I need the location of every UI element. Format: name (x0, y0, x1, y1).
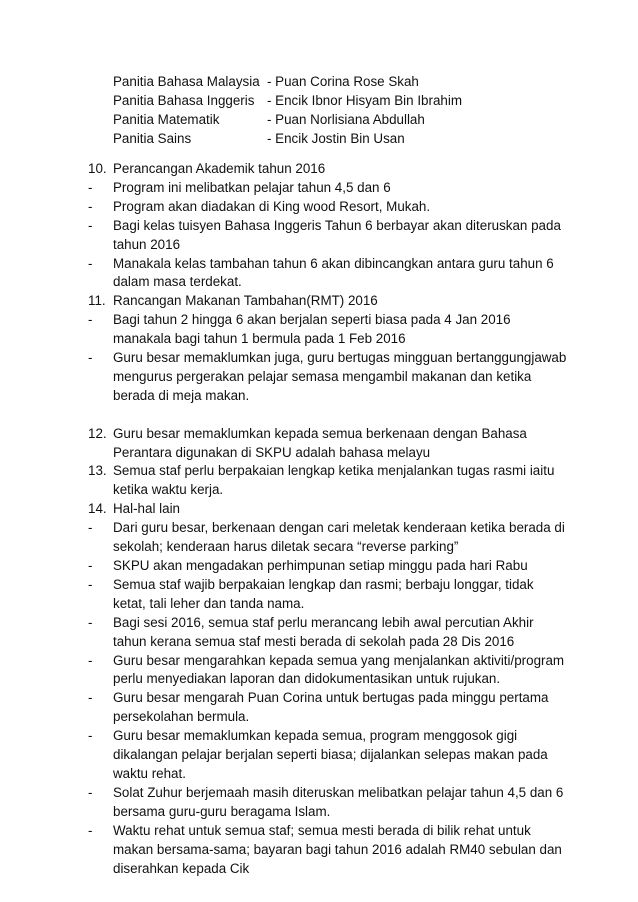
section-number: 14. (88, 501, 107, 517)
list-item (88, 822, 568, 879)
panel-person: - Puan Norlisiana Abdullah (267, 111, 425, 127)
panel-name: Panitia Sains (113, 130, 192, 146)
dash-marker: - (88, 312, 93, 328)
section-title: Semua staf perlu berpakaian lengkap ketika menjalankan tugas rasmi iaitu ketika waktu kerja. (113, 463, 555, 498)
list-item (88, 689, 568, 727)
spacer (88, 406, 568, 425)
list-item (88, 349, 568, 406)
committee-list (113, 73, 462, 149)
list-item (88, 217, 568, 255)
panel-person: - Encik Jostin Bin Usan (267, 130, 405, 146)
section-number: 12. (88, 425, 107, 441)
panel-name: Panitia Bahasa Malaysia (113, 74, 260, 89)
item-text: Manakala kelas tambahan tahun 6 akan dibincangkan antara guru tahun 6 dalam masa terdekat. (113, 255, 554, 290)
panel-person: - Encik Ibnor Hisyam Bin Ibrahim (267, 92, 462, 108)
panel-name: Panitia Bahasa Inggeris (113, 92, 255, 108)
item-text: Guru besar mengarah Puan Corina untuk bertugas pada minggu pertama persekolahan bermula. (113, 690, 549, 725)
section-heading (88, 292, 568, 311)
committee-row (113, 130, 462, 149)
dash-marker: - (88, 179, 93, 195)
dash-marker: - (88, 520, 93, 536)
committee-row (113, 111, 462, 130)
item-text: Program akan diadakan di King wood Resort, Mukah. (113, 198, 431, 214)
list-item (88, 576, 568, 614)
panel-person: - Puan Corina Rose Skah (267, 74, 419, 89)
section-title: Hal-hal lain (113, 501, 180, 517)
dash-marker: - (88, 690, 93, 706)
item-text: Bagi tahun 2 hingga 6 akan berjalan seperti biasa pada 4 Jan 2016 manakala bagi tahun 1 bermula pada 1 Feb 2016 (113, 312, 511, 347)
section-heading (88, 160, 568, 179)
item-text: Guru besar memaklumkan juga, guru bertugas mingguan bertanggungjawab mengurus pergerakan pelajar semasa mengambil makanan dan ketika berada di meja makan. (113, 350, 567, 403)
dash-marker: - (88, 822, 93, 838)
section-title: Guru besar memaklumkan kepada semua berkenaan dengan Bahasa Perantara digunakan di SKPU adalah bahasa melayu (113, 425, 527, 460)
list-item (88, 198, 568, 217)
list-item (88, 652, 568, 690)
dash-marker: - (88, 576, 93, 592)
dash-marker: - (88, 784, 93, 800)
section-title: Perancangan Akademik tahun 2016 (113, 161, 326, 176)
committee-row (113, 92, 462, 111)
dash-marker: - (88, 614, 93, 630)
list-item (88, 557, 568, 576)
list-item (88, 727, 568, 784)
list-item (88, 255, 568, 293)
list-item (88, 519, 568, 557)
section-number: 13. (88, 463, 107, 479)
item-text: Bagi sesi 2016, semua staf perlu merancang lebih awal percutian Akhir tahun kerana semua staf mesti berada di sekolah pada 28 Dis 2016 (113, 614, 534, 649)
list-item (88, 784, 568, 822)
minutes-body (88, 160, 568, 878)
item-text: Semua staf wajib berpakaian lengkap dan rasmi; berbaju longgar, tidak ketat, tali leher dan tanda nama. (113, 576, 534, 611)
dash-marker: - (88, 198, 93, 214)
item-text: Guru besar memaklumkan kepada semua, program menggosok gigi dikalangan pelajar berjalan seperti biasa; dijalankan selepas makan pada waktu rehat. (113, 728, 548, 781)
dash-marker: - (88, 558, 93, 574)
list-item (88, 311, 568, 349)
dash-marker: - (88, 255, 93, 271)
dash-marker: - (88, 350, 93, 366)
list-item (88, 179, 568, 198)
list-item (88, 614, 568, 652)
section-title: Rancangan Makanan Tambahan(RMT) 2016 (113, 293, 378, 309)
section-heading (88, 425, 568, 463)
dash-marker: - (88, 728, 93, 744)
item-text: Dari guru besar, berkenaan dengan cari meletak kenderaan ketika berada di sekolah; kenderaan harus diletak secara “reverse parking” (113, 520, 565, 555)
item-text: Program ini melibatkan pelajar tahun 4,5 dan 6 (113, 179, 391, 195)
item-text: Guru besar mengarahkan kepada semua yang menjalankan aktiviti/program perlu menyediakan laporan dan didokumentasikan untuk rujukan. (113, 652, 565, 687)
item-text: Bagi kelas tuisyen Bahasa Inggeris Tahun 6 berbayar akan diteruskan pada tahun 2016 (113, 217, 561, 252)
section-heading (88, 462, 568, 500)
item-text: SKPU akan mengadakan perhimpunan setiap minggu pada hari Rabu (113, 558, 528, 574)
section-heading (88, 500, 568, 519)
dash-marker: - (88, 217, 93, 233)
section-number: 10. (88, 161, 107, 176)
item-text: Solat Zuhur berjemaah masih diteruskan melibatkan pelajar tahun 4,5 dan 6 bersama guru-guru beragama Islam. (113, 784, 564, 819)
committee-row (113, 73, 462, 92)
section-number: 11. (88, 293, 106, 309)
panel-name: Panitia Matematik (113, 111, 220, 127)
item-text: Waktu rehat untuk semua staf; semua mesti berada di bilik rehat untuk makan bersama-sama; bayaran bagi tahun 2016 adalah RM40 sebulan dan diserahkan kepada Cik (113, 822, 562, 876)
dash-marker: - (88, 652, 93, 668)
